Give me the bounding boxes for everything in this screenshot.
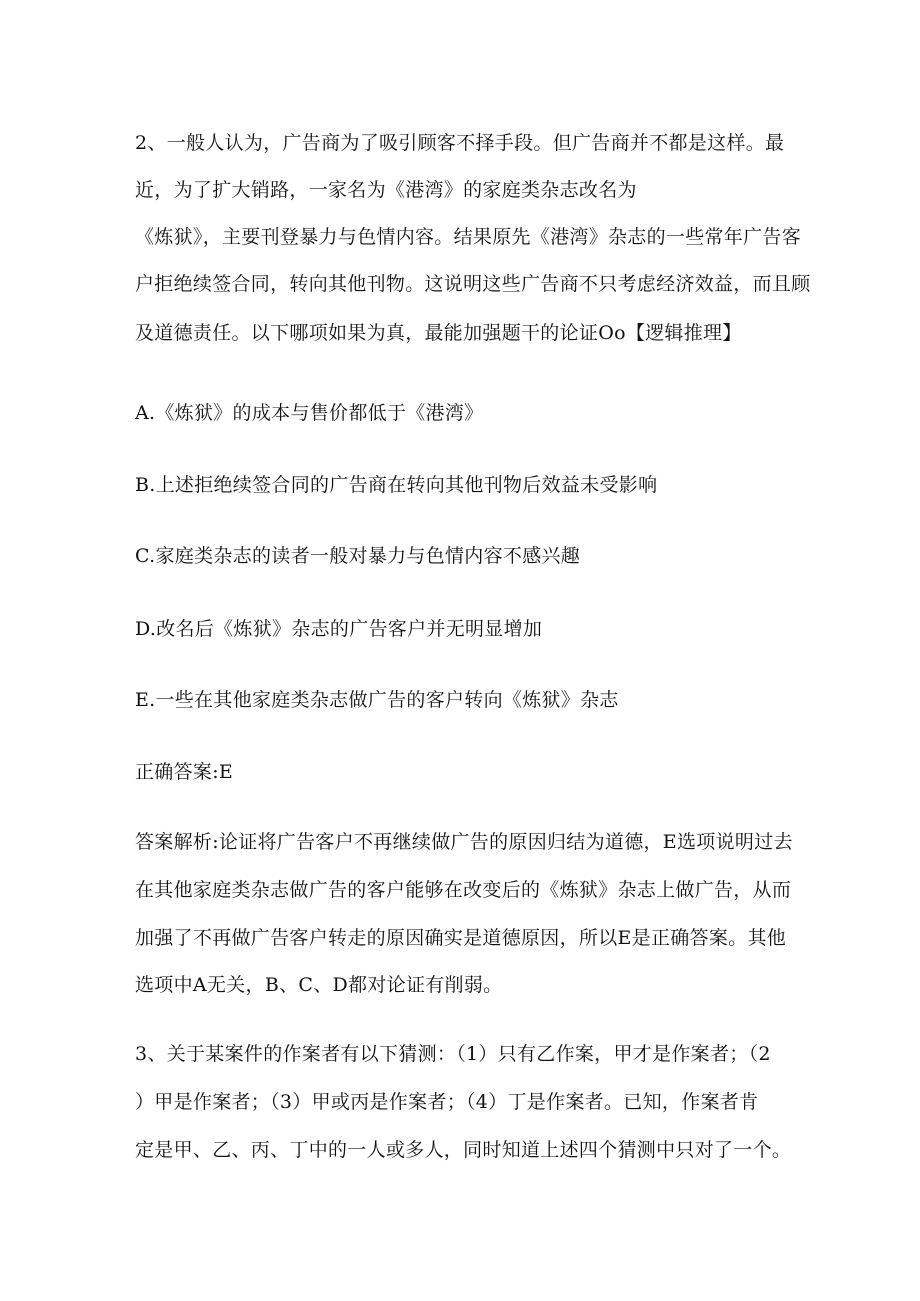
q3-stem-line-1: 3、关于某案件的作案者有以下猜测：（1）只有乙作案，甲才是作案者；（2 (135, 1043, 771, 1065)
q2-correct-answer: 正确答案:E (135, 761, 234, 783)
q2-explanation-line-3: 加强了不再做广告客户转走的原因确实是道德原因，所以E是正确答案。其他 (135, 927, 787, 949)
q2-explanation-line-2: 在其他家庭类杂志做广告的客户能够在改变后的《炼狱》杂志上做广告，从而 (135, 879, 792, 901)
q2-option-b: B.上述拒绝续签合同的广告商在转向其他刊物后效益未受影响 (135, 474, 658, 496)
q2-stem-line-3: 《炼狱》，主要刊登暴力与色情内容。结果原先《港湾》杂志的一些常年广告客 (135, 226, 802, 248)
q3-stem-line-3: 定是甲、乙、丙、丁中的一人或多人，同时知道上述四个猜测中只对了一个。 (135, 1139, 792, 1161)
q2-explanation-line-4: 选项中A无关，B、C、D都对论证有削弱。 (135, 974, 503, 996)
q2-option-d: D.改名后《炼狱》杂志的广告客户并无明显增加 (135, 618, 543, 640)
q2-stem-line-4: 户拒绝续签合同，转向其他刊物。这说明这些广告商不只考虑经济效益，而且顾 (135, 273, 811, 295)
q2-stem-line-1: 2、一般人认为，广告商为了吸引顾客不择手段。但广告商并不都是这样。最 (135, 132, 785, 154)
q3-stem-line-2: ）甲是作案者；（3）甲或丙是作案者；（4）丁是作案者。已知，作案者肯 (135, 1091, 759, 1113)
q2-option-a: A.《炼狱》的成本与售价都低于《港湾》 (135, 402, 484, 424)
q2-option-c: C.家庭类杂志的读者一般对暴力与色情内容不感兴趣 (135, 545, 581, 567)
q2-explanation-line-1: 答案解析:论证将广告客户不再继续做广告的原因归结为道德，E选项说明过去 (135, 831, 793, 853)
q2-stem-line-2: 近，为了扩大销路，一家名为《港湾》的家庭类杂志改名为 (135, 179, 637, 201)
q2-option-e: E.一些在其他家庭类杂志做广告的客户转向《炼狱》杂志 (135, 689, 619, 711)
q2-stem-line-5: 及道德责任。以下哪项如果为真，最能加强题干的论证Oo【逻辑推理】 (135, 322, 742, 344)
